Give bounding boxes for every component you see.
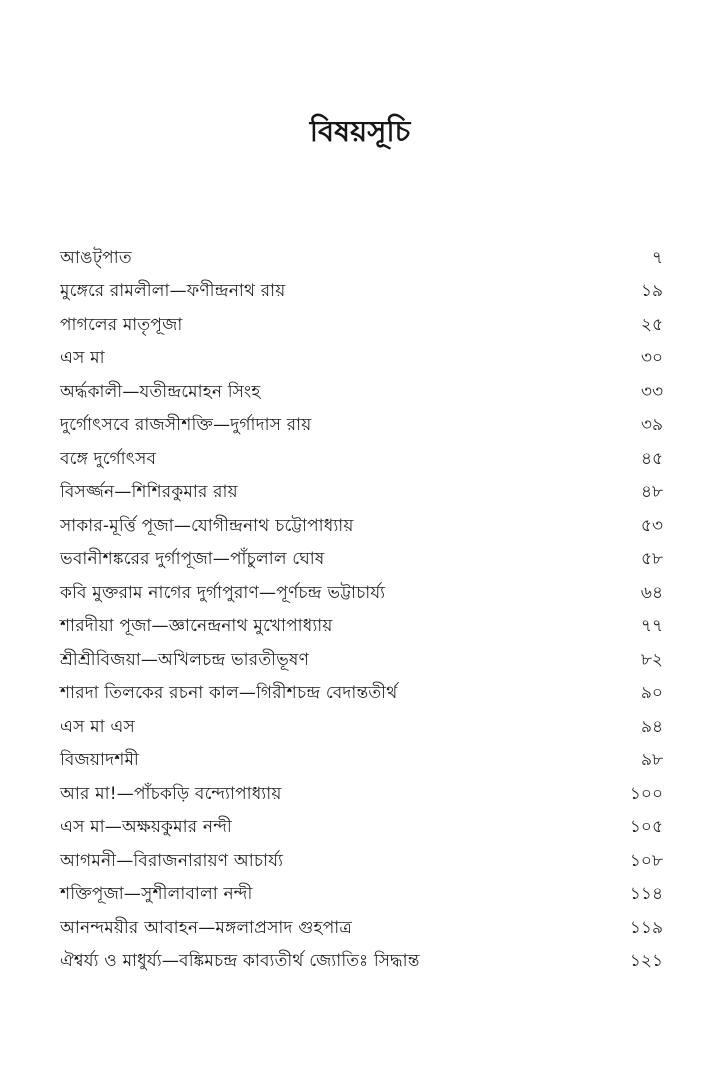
toc-entry [60, 410, 663, 444]
toc-entry-page-number: ১১৪ [629, 884, 663, 905]
toc-entry-title: সাকার-মূর্ত্তি পূজা—যোগীন্দ্রনাথ চট্টোপাধ্যায় [60, 515, 354, 536]
toc-entry [60, 912, 663, 946]
page-title: বিষয়সূচি [309, 114, 411, 149]
toc-entry-page-number: ৬৪ [640, 582, 663, 603]
toc-entry-page-number: ৫৮ [640, 549, 663, 570]
toc-entry-page-number: ৪৮ [640, 482, 663, 503]
toc-entry-page-number: ৯০ [640, 683, 663, 704]
toc-entry-title: বঙ্গে দুর্গোৎসব [60, 448, 157, 469]
toc-entry-title: কবি মুক্তরাম নাগের দুর্গাপুরাণ—পূর্ণচন্দ্র ভট্টাচার্য্য [60, 582, 386, 603]
toc-entry-page-number: ১১৯ [629, 917, 663, 938]
toc-entry-page-number: ৭৭ [640, 616, 663, 637]
toc-entry [60, 845, 663, 879]
toc-entry-title: অৰ্দ্ধকালী—যতীন্দ্রমোহন সিংহ [60, 381, 261, 402]
toc-entry-title: বিজয়াদশমী [60, 750, 139, 771]
toc-entry [60, 510, 663, 544]
toc-entry-title: দুর্গোৎসবে রাজসীশক্তি—দুর্গাদাস রায় [60, 415, 312, 436]
toc-entry-page-number: ১০০ [629, 783, 663, 804]
toc-entry [60, 812, 663, 846]
toc-entry-title: বিসর্জ্জন—শিশিরকুমার রায় [60, 482, 238, 503]
toc-entry-page-number: ৮২ [640, 649, 663, 670]
toc-entry [60, 611, 663, 645]
toc-entry-title: শারদা তিলকের রচনা কাল—গিরীশচন্দ্র বেদান্ততীর্থ [60, 683, 398, 704]
table-of-contents [60, 242, 663, 979]
toc-entry [60, 644, 663, 678]
toc-entry-title: মুঙ্গেরে রামলীলা—ফণীন্দ্রনাথ রায় [60, 281, 286, 302]
toc-entry [60, 946, 663, 980]
toc-entry [60, 544, 663, 578]
toc-entry-title: ভবানীশঙ্করের দুর্গাপূজা—পাঁচুলাল ঘোষ [60, 549, 325, 570]
toc-entry-title: এস মা—অক্ষয়কুমার নন্দী [60, 817, 232, 838]
toc-entry-title: পাগলের মাতৃপূজা [60, 314, 183, 335]
toc-entry-title: এস মা [60, 348, 105, 369]
toc-entry-page-number: ৫৩ [640, 515, 663, 536]
toc-entry-title: ঐশ্বর্য্য ও মাধুর্য্য—বঙ্কিমচন্দ্র কাব্যতীর্থ জ্যোতিঃ সিদ্ধান্ত [60, 951, 420, 972]
toc-entry [60, 678, 663, 712]
toc-entry-title: এস মা এস [60, 716, 135, 737]
toc-entry-page-number: ২৫ [640, 314, 663, 335]
toc-entry [60, 376, 663, 410]
toc-entry-page-number: ৯৪ [640, 716, 663, 737]
toc-entry [60, 577, 663, 611]
toc-entry-page-number: ৩৯ [640, 415, 663, 436]
toc-entry [60, 745, 663, 779]
toc-entry [60, 477, 663, 511]
toc-entry-page-number: ১৯ [640, 281, 663, 302]
toc-entry-title: শ্রীশ্রীবিজয়া—অখিলচন্দ্র ভারতীভূষণ [60, 649, 310, 670]
toc-entry [60, 443, 663, 477]
toc-entry-title: আঙট্পাত [60, 247, 132, 268]
toc-entry-page-number: ১০৫ [629, 817, 663, 838]
toc-entry [60, 343, 663, 377]
toc-entry-title: শারদীয়া পূজা—জ্ঞানেন্দ্রনাথ মুখোপাধ্যায় [60, 616, 333, 637]
toc-entry-page-number: ৯৮ [640, 750, 663, 771]
toc-entry-title: আর মা!—পাঁচকড়ি বন্দ্যোপাধ্যায় [60, 783, 282, 804]
toc-entry-page-number: ৩৩ [640, 381, 663, 402]
toc-entry-page-number: ৪৫ [640, 448, 663, 469]
toc-entry-page-number: ১০৮ [629, 850, 663, 871]
toc-entry-title: আনন্দময়ীর আবাহন—মঙ্গলাপ্রসাদ গুহপাত্র [60, 917, 353, 938]
toc-entry [60, 242, 663, 276]
toc-entry [60, 309, 663, 343]
toc-entry-page-number: ৭ [651, 247, 663, 268]
toc-entry [60, 711, 663, 745]
toc-entry-title: শক্তিপূজা—সুশীলাবালা নন্দী [60, 884, 253, 905]
toc-entry [60, 778, 663, 812]
toc-entry-page-number: ১২১ [629, 951, 663, 972]
toc-entry [60, 276, 663, 310]
toc-entry-title: আগমনী—বিরাজনারায়ণ আচার্য্য [60, 850, 284, 871]
toc-entry-page-number: ৩০ [640, 348, 663, 369]
toc-entry [60, 879, 663, 913]
